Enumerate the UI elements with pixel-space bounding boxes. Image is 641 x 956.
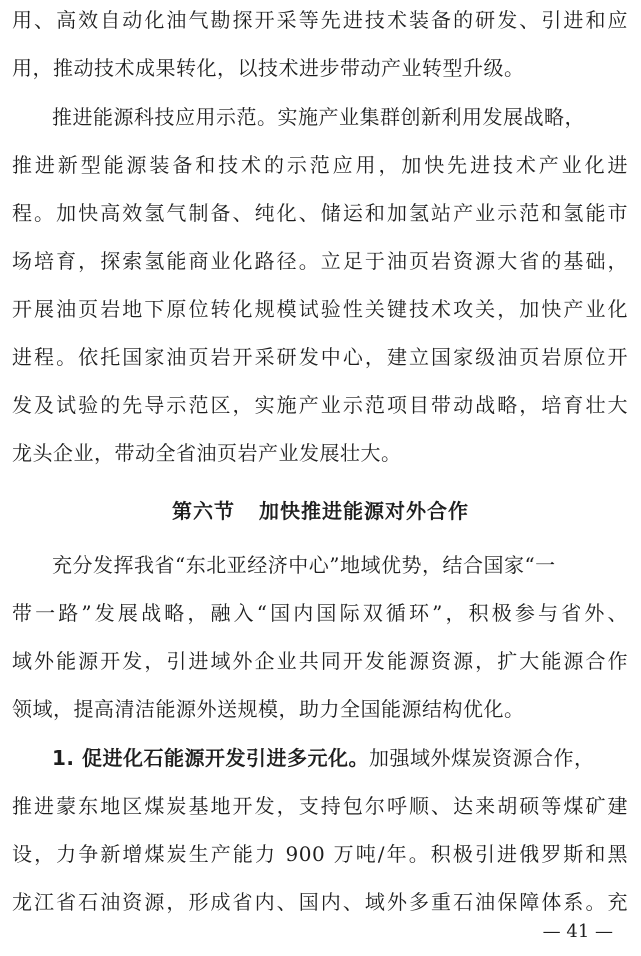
page-number: — 41 — (542, 921, 613, 942)
text-line: 域外能源开发，引进域外企业共同开发能源资源，扩大能源合作 (12, 649, 628, 673)
text-line: 龙江省石油资源，形成省内、国内、域外多重石油保障体系。充 (12, 890, 628, 914)
text-line: 程。加快高效氢气制备、纯化、储运和加氢站产业示范和氢能市 (12, 201, 628, 225)
text-line: 开展油页岩地下原位转化规模试验性关键技术攻关，加快产业化 (12, 297, 628, 321)
section-title: 加快推进能源对外合作 (259, 499, 469, 523)
text-line: 领域，提高清洁能源外送规模，助力全国能源结构优化。 (12, 697, 525, 721)
text-line: 场培育，探索氢能商业化路径。立足于油页岩资源大省的基础， (12, 249, 628, 273)
text-line: 设，力争新增煤炭生产能力 900 万吨/年。积极引进俄罗斯和黑 (12, 842, 628, 866)
text-line: 龙头企业，带动全省油页岩产业发展壮大。 (12, 441, 402, 465)
section-heading (0, 498, 641, 524)
text-line: 用、高效自动化油气勘探开采等先进技术装备的研发、引进和应 (12, 8, 628, 32)
text-line (52, 745, 628, 771)
text-line: 推进能源科技应用示范。实施产业集群创新利用发展战略， (52, 105, 585, 129)
text-line: 用，推动技术成果转化，以技术进步带动产业转型升级。 (12, 56, 525, 80)
text-line: 带一路”发展战略，融入“国内国际双循环”，积极参与省外、 (12, 601, 628, 625)
section-number: 第六节 (172, 499, 235, 523)
text-line: 推进新型能源装备和技术的示范应用，加快先进技术产业化进 (12, 153, 628, 177)
item-lead: 1. 促进化石能源开发引进多元化。 (52, 746, 369, 770)
text-line: 充分发挥我省“东北亚经济中心”地域优势，结合国家“一 (52, 553, 556, 577)
text-line: 进程。依托国家油页岩开采研发中心，建立国家级油页岩原位开 (12, 345, 628, 369)
text-line: 发及试验的先导示范区，实施产业示范项目带动战略，培育壮大 (12, 393, 628, 417)
text-line: 推进蒙东地区煤炭基地开发，支持包尔呼顺、达来胡硕等煤矿建 (12, 794, 628, 818)
item-text: 加强域外煤炭资源合作， (368, 746, 595, 770)
